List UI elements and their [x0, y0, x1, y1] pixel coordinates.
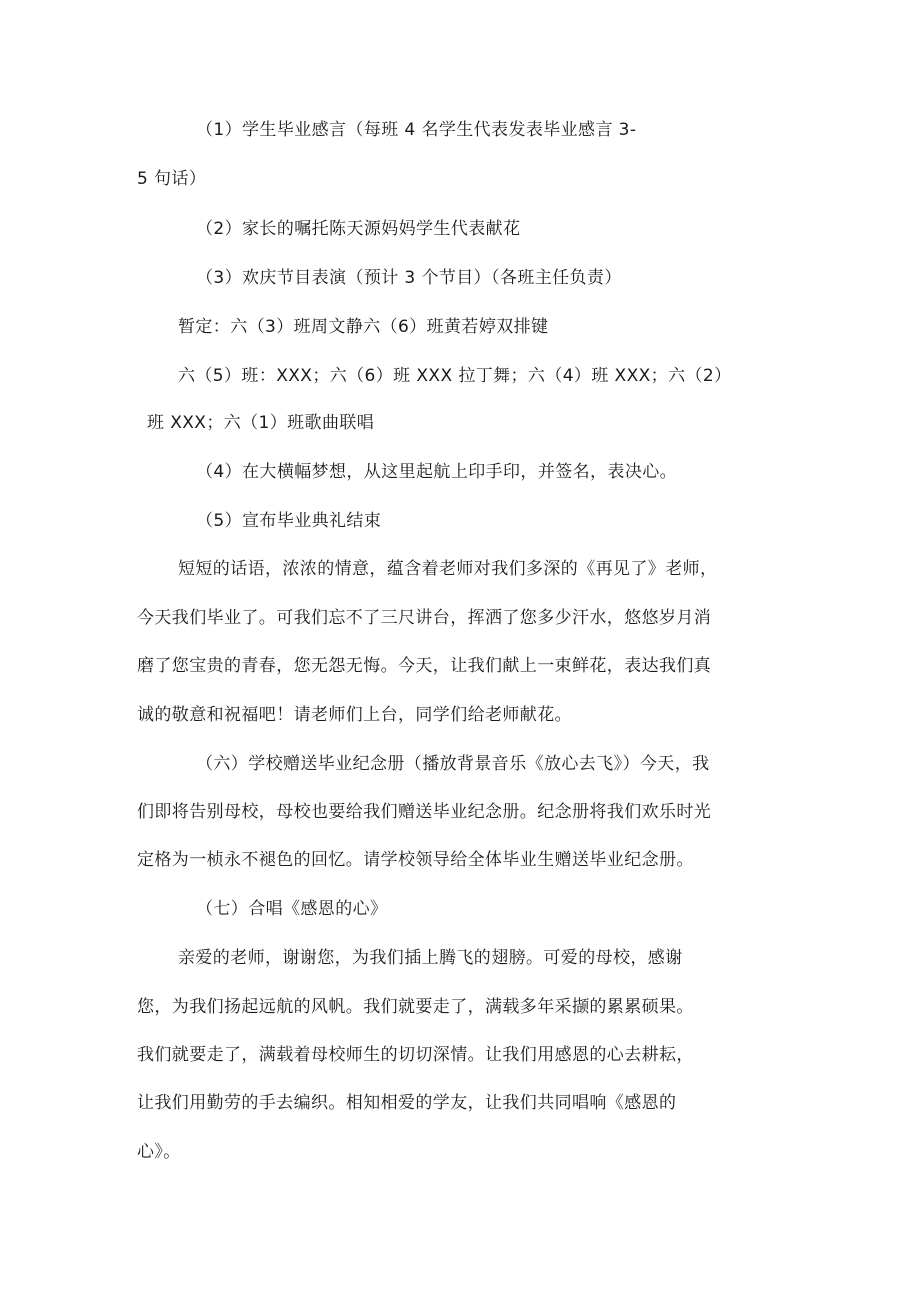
item-1-line-2: 5 句话） [137, 169, 207, 189]
item-1-line-1: （1）学生毕业感言（每班 4 名学生代表发表毕业感言 3- [196, 120, 637, 140]
paragraph-2-line-4: 让我们用勤劳的手去编织。相知相爱的学友，让我们共同唱响《感恩的 [137, 1093, 677, 1113]
paragraph-2-line-1: 亲爱的老师，谢谢您，为我们插上腾飞的翅膀。可爱的母校，感谢 [178, 948, 683, 968]
classes-line-2: 班 XXX；六（1）班歌曲联唱 [147, 413, 375, 433]
paragraph-1-line-2: 今天我们毕业了。可我们忘不了三尺讲台，挥洒了您多少汗水，悠悠岁月消 [137, 608, 712, 628]
section-6-line-3: 定格为一桢永不褪色的回忆。请学校领导给全体毕业生赠送毕业纪念册。 [137, 850, 694, 870]
paragraph-1-line-1: 短短的话语，浓浓的情意，蕴含着老师对我们多深的《再见了》老师， [178, 559, 718, 579]
item-2-line: （2）家长的嘱托陈天源妈妈学生代表献花 [196, 219, 521, 239]
paragraph-2-line-2: 您，为我们扬起远航的风帆。我们就要走了，满载多年采撷的累累硕果。 [137, 997, 694, 1017]
paragraph-1-line-4: 诚的敬意和祝福吧！请老师们上台，同学们给老师献花。 [137, 705, 572, 725]
classes-line-1: 六（5）班：XXX；六（6）班 XXX 拉丁舞；六（4）班 XXX；六（2） [178, 366, 732, 386]
item-3-line: （3）欢庆节目表演（预计 3 个节目）（各班主任负责） [196, 268, 622, 288]
section-6-line-2: 们即将告别母校，母校也要给我们赠送毕业纪念册。纪念册将我们欢乐时光 [137, 802, 712, 822]
paragraph-1-line-3: 磨了您宝贵的青春，您无怨无悔。今天，让我们献上一束鲜花，表达我们真 [137, 656, 712, 676]
item-5-line: （5）宣布毕业典礼结束 [196, 511, 382, 531]
item-4-line: （4）在大横幅梦想，从这里起航上印手印，并签名，表决心。 [196, 462, 678, 482]
section-6-line-1: （六）学校赠送毕业纪念册（播放背景音乐《放心去飞》）今天，我 [196, 754, 710, 774]
paragraph-2-line-5: 心》。 [137, 1142, 181, 1162]
section-7-heading: （七）合唱《感恩的心》 [196, 899, 388, 919]
paragraph-2-line-3: 我们就要走了，满载着母校师生的切切深情。让我们用感恩的心去耕耘， [137, 1045, 694, 1065]
tentative-line: 暂定：六（3）班周文静六（6）班黄若婷双排键 [178, 317, 549, 337]
